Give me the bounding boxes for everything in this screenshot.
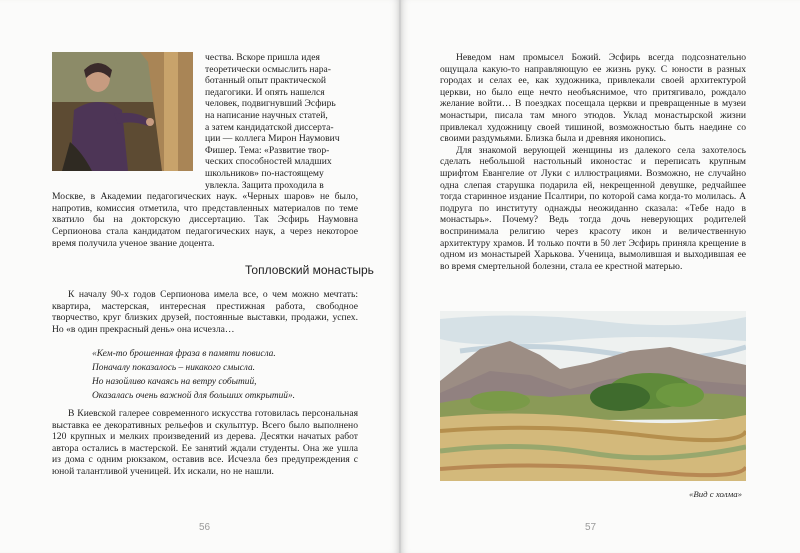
text-line: на написание научных статей, (205, 109, 328, 121)
text-line: ботанный опыт практической (205, 75, 327, 87)
right-text-block (440, 52, 746, 272)
section-heading: Топловский монастырь (245, 263, 374, 277)
text-line: теоретически осмыслить нара- (205, 63, 332, 75)
poem-line: Поначалу показалось – никакого смысла. (92, 363, 256, 373)
left-page (0, 0, 399, 553)
text-line: чества. Вскоре пришла идея (205, 52, 320, 63)
text-line: ческих способностей младших (205, 156, 332, 168)
paragraph: Неведом нам промысел Божий. Эсфирь всегда подсознательно ощущала какую-то направляющую ее жизнь руку. С юности в разных городах и селах ее, как художника, привлекали своей архитектурой церкви, но было еще нечто необъяснимое, что притягивало, рождало желание войти… В поездках посещала церкви и превращенные в музеи монастыри, писала там много этюдов. Уклад монастырской жизни привлекал художницу своей тишиной, возможностью быть наедине со своими раздумьями. Близка была и древняя иконопись. (440, 52, 746, 145)
left-paragraph-2 (52, 289, 358, 335)
text-line: ции — коллега Мирон Наумович (205, 133, 340, 145)
paragraph-continuation: Москве, в Академии педагогических наук. «Черных шаров» не было, напротив, комиссия отметила, что представленных материалов по теме хватило бы на докторскую диссертацию. Так Эсфирь Наумовна Серпионова стала кандидатом педагогических наук, а через некоторое время получила ученое звание доцента. (52, 191, 358, 249)
text-line: а затем кандидатской диссерта- (205, 121, 334, 133)
poem-line: Но назойливо качаясь на ветру событий, (92, 377, 257, 387)
poem-line: «Кем-то брошенная фраза в памяти повисла. (92, 349, 276, 359)
paragraph: К началу 90-х годов Серпионова имела все, о чем можно мечтать: квартира, мастерская, интересная престижная работа, свободное творчество, круг близких друзей, постоянные выставки, продажи, успех. Но «в один прекрасный день» она исчезла… (52, 289, 358, 335)
page-number-right: 57 (585, 522, 597, 533)
left-paragraph-1 (52, 52, 358, 249)
left-paragraph-3 (52, 408, 358, 478)
text-line: школьников» по-настоящему (205, 167, 324, 179)
landscape-illustration (440, 311, 746, 481)
poem-quote (92, 347, 362, 403)
text-line: человек, подвигнувший Эсфирь (205, 98, 336, 110)
page-number-left: 56 (199, 522, 211, 533)
paragraph: Для знакомой верующей женщины из далекого села захотелось сделать небольшой настольный иконостас и переписать крупным шрифтом Евангелие от Луки с иллюстрациями. Возможно, не случайно одна слепая старушка подарила ей, некрещенной девушке, редчайшее тогда старинное издание Псалтири, по которой сама когда-то молилась. А подруга по институту однажды неожиданно сказала: «Тебе надо в монастырь». Почему? Ведь тогда дочь неверующих родителей воспринимала религию через красоту икон и величественную архитектуру храмов. И только почти в 50 лет Эсфирь приняла крещение в одном из монастырей Харькова. Ученица, вымолившая и выходившая ее во время смертельной болезни, стала ее крестной матерью. (440, 144, 746, 272)
poem-line: Оказалась очень важной для больших открытий». (92, 391, 295, 401)
drawing-caption: «Вид с холма» (688, 489, 742, 499)
text-line: Фишер. Тема: «Развитие твор- (205, 144, 330, 156)
text-line: педагогики. И опять нашелся (205, 86, 325, 98)
paragraph: В Киевской галерее современного искусства готовилась персональная выставка ее декоративных рельефов и скульптур. Всего было выполнено 120 крупных и мелких произведений из дерева. Десятки начатых работ автора остались в мастерской. Ее занятий ждали студенты. Она же ушла из дома с одним рюкзаком, оставив все. Исчезла без предупреждения с юной талантливой ученицей. Их искали, но не нашли. (52, 408, 358, 477)
landscape-drawing (440, 311, 746, 481)
text-line: увлекла. Защита проходила в (205, 179, 324, 191)
